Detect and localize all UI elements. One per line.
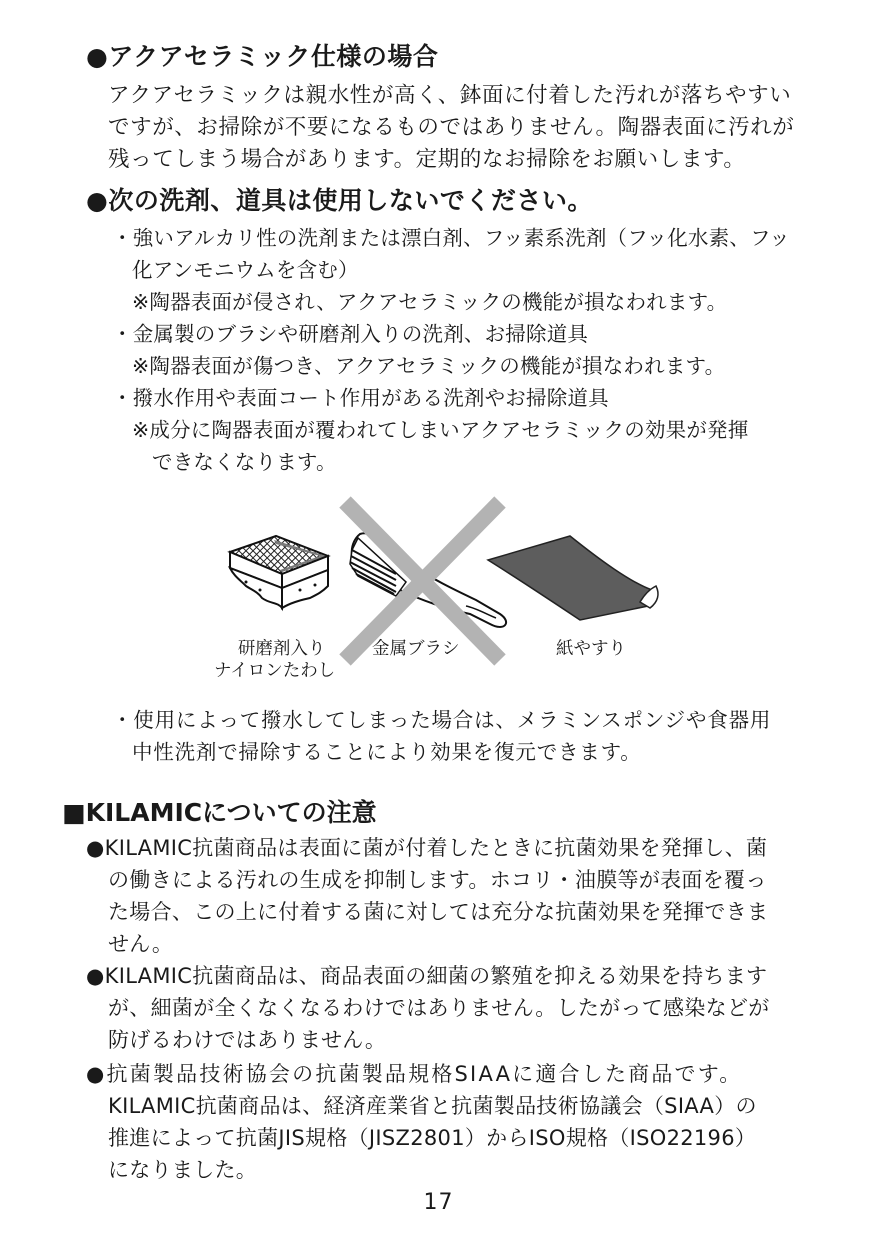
restore-note: [112, 704, 771, 768]
caption-sandpaper: 紙やすり: [556, 639, 626, 659]
kilamic-bullet-1: [86, 832, 768, 960]
kilamic-section-title: ■KILAMICについての注意: [62, 798, 377, 827]
caption-brush: 金属ブラシ: [372, 639, 460, 659]
kilamic-line: KILAMIC抗菌商品は、経済産業省と抗菌製品技術協議会（SIAA）の: [108, 1094, 757, 1118]
kilamic-line: ●KILAMIC抗菌商品は表面に菌が付着したときに抗菌効果を発揮し、菌: [86, 836, 768, 860]
list-line: 化アンモニウムを含む）: [132, 258, 359, 282]
caption-sponge: [214, 638, 336, 682]
kilamic-line: が、細菌が全くなくなるわけではありません。したがって感染などが: [108, 996, 770, 1020]
kilamic-line: になりました。: [108, 1158, 258, 1182]
kilamic-line: 推進によって抗菌JIS規格（JISZ2801）からISO規格（ISO22196）: [108, 1126, 757, 1150]
kilamic-line: ●抗菌製品技術協会の抗菌製品規格SIAAに適合した商品です。: [86, 1062, 743, 1086]
kilamic-line: 防げるわけではありません。: [108, 1028, 387, 1052]
kilamic-line: た場合、この上に付着する菌に対しては充分な抗菌効果を発揮できま: [108, 900, 769, 924]
kilamic-line: ●KILAMIC抗菌商品は、商品表面の細菌の繁殖を抑える効果を持ちます: [86, 964, 768, 988]
detergent-item-alkaline: [112, 222, 790, 318]
list-note: ※成分に陶器表面が覆われてしまいアクアセラミックの効果が発揮: [132, 418, 749, 442]
detergent-heading: ●次の洗剤、道具は使用しないでください。: [86, 186, 593, 215]
aqua-line: ですが、お掃除が不要になるものではありません。陶器表面に汚れが: [108, 115, 795, 140]
detergent-item-water-repellent: [112, 382, 748, 478]
nylon-scrubber-icon: [230, 536, 328, 608]
caption-sponge-line2: ナイロンたわし: [214, 661, 336, 681]
list-note: できなくなります。: [152, 450, 337, 474]
list-line: 中性洗剤で掃除することにより効果を復元できます。: [132, 740, 642, 764]
aqua-heading: ●アクアセラミック仕様の場合: [86, 42, 439, 71]
detergent-item-metal-brush: [112, 318, 725, 382]
list-line: ・強いアルカリ性の洗剤または漂白剤、フッ素系洗剤（フッ化水素、フッ: [112, 226, 790, 250]
page-number: 17: [423, 1190, 454, 1215]
list-line: ・撥水作用や表面コート作用がある洗剤やお掃除道具: [112, 386, 609, 410]
kilamic-bullet-2: [86, 960, 770, 1056]
list-line: ・金属製のブラシや研磨剤入りの洗剤、お掃除道具: [112, 322, 589, 346]
kilamic-line: の働きによる汚れの生成を抑制します。ホコリ・油膜等が表面を覆っ: [108, 868, 767, 892]
sandpaper-icon: [488, 536, 658, 620]
kilamic-line: せん。: [108, 932, 174, 956]
list-line: ・使用によって撥水してしまった場合は、メラミンスポンジや食器用: [112, 708, 772, 732]
aqua-paragraph: [108, 80, 794, 176]
list-note: ※陶器表面が侵され、アクアセラミックの機能が損なわれます。: [132, 290, 728, 314]
caption-sponge-line1: 研磨剤入り: [237, 639, 326, 659]
kilamic-bullet-3: [86, 1058, 757, 1186]
list-note: ※陶器表面が傷つき、アクアセラミックの機能が損なわれます。: [132, 354, 726, 378]
aqua-line: アクアセラミックは親水性が高く、鉢面に付着した汚れが落ちやすい: [108, 83, 792, 108]
aqua-line: 残ってしまう場合があります。定期的なお掃除をお願いします。: [108, 147, 746, 172]
